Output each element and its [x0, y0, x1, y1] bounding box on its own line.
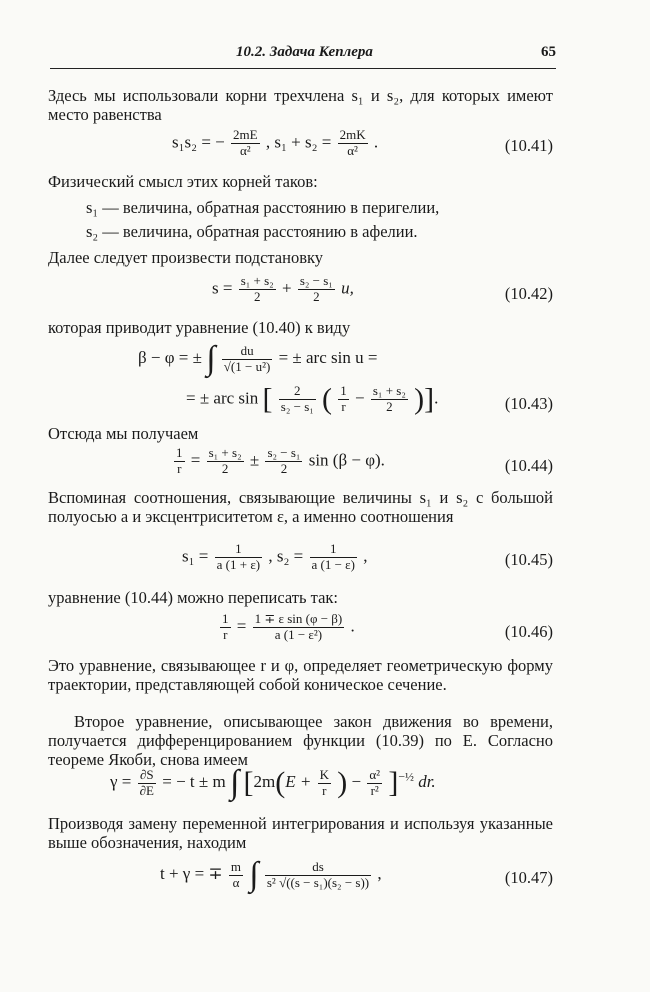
fraction: $\frac{\text{s₁ + s₂}}{2}$: [372, 383, 406, 414]
fraction: $\frac{K}{r}$: [319, 766, 329, 798]
equation-10-44: [48, 446, 553, 484]
list-item-s2: s₂ — величина, обратная расстоянию в афелии.: [86, 222, 418, 241]
paragraph-2: Физический смысл этих корней таков:: [48, 172, 318, 191]
fraction: $\frac{du}{\text{√(1 − u²)}}$: [223, 342, 271, 374]
fraction: $\frac{2}{\text{s₂ − s₁}}$: [280, 383, 314, 414]
equation-10-45: [48, 542, 553, 580]
equation-number: (10.43): [504, 394, 553, 413]
equation-10-43-line-2: [48, 384, 553, 424]
running-title: 10.2. Задача Кеплера: [236, 44, 373, 60]
equation-body: $\frac{1}{r}$ = $\frac{\text{1 ∓ ε sin (φ − β)}}{\text{a (1 − ε²)}}$ .: [222, 611, 355, 642]
equation-number: (10.41): [504, 136, 553, 155]
equation-body: $\frac{1}{r}$ = $\frac{\text{s₁ + s₂}}{2}$ ± $\frac{\text{s₂ − s₁}}{2}$ sin (β − φ).: [176, 445, 385, 476]
fraction: $\frac{1}{r}$: [222, 611, 229, 642]
fraction: $\frac{\text{α²}}{\text{r²}}$: [369, 766, 381, 798]
paragraph-10: Производя замену переменной интегрирования и используя указанные выше обозначения, находим: [48, 814, 553, 852]
fraction: $\frac{2mK}{\text{α²}}$: [339, 127, 366, 158]
equation-number: (10.45): [504, 550, 553, 569]
header-rule: [50, 68, 556, 69]
fraction: $\frac{\text{s₁ + s₂}}{2}$: [240, 273, 274, 304]
equation-body: t + γ = ∓ $\frac{m}{\alpha}$ ∫ $\frac{ds}{\text{s² √((s − s₁)(s₂ − s))}}$ ,: [160, 856, 382, 893]
equation-number: (10.42): [504, 284, 553, 303]
equation-number: (10.46): [504, 622, 553, 641]
equation-10-42: [48, 274, 553, 312]
fraction: $\frac{1}{a (1 + \varepsilon)}$: [216, 541, 261, 572]
paragraph-1: Здесь мы использовали корни трехчлена s₁ и s₂, для которых имеют место равенства: [48, 86, 553, 124]
equation-number: (10.47): [504, 868, 553, 887]
fraction: $\frac{2mE}{\text{α²}}$: [233, 127, 258, 158]
fraction: $\frac{1}{r}$: [176, 445, 183, 476]
equation-body: β − φ = ± ∫ $\frac{du}{\text{√(1 − u²)}}$ = ± arc sin u =: [138, 340, 378, 377]
equation-body: s₁s₂ = − $\frac{2mE}{\text{α²}}$ , s₁ + s₂ = $\frac{2mK}{\text{α²}}$ .: [172, 127, 379, 158]
equation-body: s = $\frac{\text{s₁ + s₂}}{2}$ + $\frac{\text{s₂ − s₁}}{2}$ u,: [212, 273, 354, 304]
fraction: $\frac{ds}{\text{s² √((s − s₁)(s₂ − s))}}$: [266, 858, 370, 890]
fraction: $\frac{\text{s₁ + s₂}}{2}$: [208, 445, 242, 476]
paragraph-8: Это уравнение, связывающее r и φ, определяет геометрическую форму траектории, представляющей собой коническое сечение.: [48, 656, 553, 694]
fraction: $\frac{m}{\alpha}$: [230, 858, 242, 890]
equation-body: γ = $\frac{\partial S}{\partial E}$ = − t ± m ∫ [2m(E + $\frac{K}{r}$ ) − $\frac{\text{α²}}{\text{r²}}$ ]$^{-\frac{1}{2}}$ dr.: [110, 764, 436, 801]
equation-number: (10.44): [504, 456, 553, 475]
equation-10-43-line-1: [48, 342, 553, 382]
equation-10-47: [48, 858, 553, 898]
fraction: $\frac{\partial S}{\partial E}$: [139, 766, 154, 798]
paragraph-4: которая приводит уравнение (10.40) к виду: [48, 318, 351, 337]
list-item-s1: s₁ — величина, обратная расстоянию в перигелии,: [86, 198, 440, 217]
fraction: $\frac{1}{r}$: [340, 383, 347, 414]
fraction: $\frac{\text{1 ∓ ε sin (φ − β)}}{\text{a (1 − ε²)}}$: [254, 611, 343, 642]
equation-10-41: [48, 128, 553, 164]
equation-gamma: [48, 766, 553, 806]
paragraph-6: Вспоминая соотношения, связывающие величины s₁ и s₂ с большой полуосью a и эксцентриситетом ε, а именно соотношения: [48, 488, 553, 526]
fraction: $\frac{1}{a (1 - \varepsilon)}$: [311, 541, 355, 572]
paragraph-7: уравнение (10.44) можно переписать так:: [48, 588, 339, 607]
running-header: [50, 44, 556, 66]
equation-body: s₁ = $\frac{1}{a (1 + \varepsilon)}$ , s₂ = $\frac{1}{a (1 - \varepsilon)}$ ,: [182, 541, 368, 572]
paragraph-3: Далее следует произвести подстановку: [48, 248, 324, 267]
fraction: $\frac{\text{s₂ − s₁}}{2}$: [299, 273, 333, 304]
paragraph-9: Второе уравнение, описывающее закон движения во времени, получается дифференцированием функции (10.39) по E. Согласно теореме Якоби, снова имеем: [48, 712, 553, 769]
fraction: $\frac{\text{s₂ − s₁}}{2}$: [267, 445, 301, 476]
page-number: 65: [541, 44, 556, 60]
paragraph-5: Отсюда мы получаем: [48, 424, 199, 443]
equation-body: = ± arc sin [ $\frac{2}{\text{s₂ − s₁}}$ ( $\frac{1}{r}$ − $\frac{\text{s₁ + s₂}}{2}$ )].: [186, 382, 439, 416]
equation-10-46: [48, 612, 553, 650]
